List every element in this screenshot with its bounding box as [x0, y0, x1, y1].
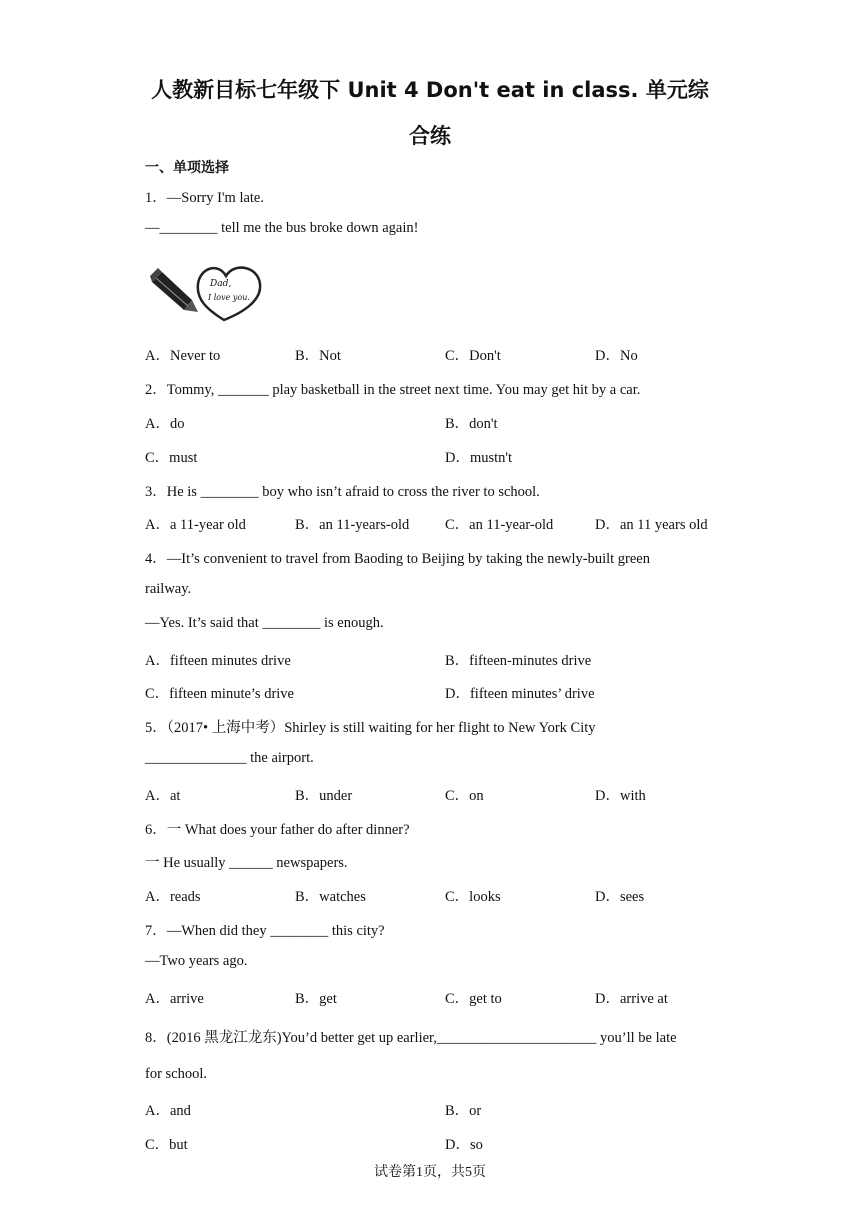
q5-option-c: C．on: [445, 788, 484, 804]
q1-option-b: B．Not: [295, 348, 341, 364]
question-8-stem: 8．(2016 黑龙江龙东)You’d better get up earlier,______________________ you’ll be late: [145, 1030, 677, 1046]
q1-option-a: A．Never to: [145, 348, 221, 364]
q1-option-c: C．Don't: [445, 348, 501, 364]
question-3-stem: 3．He is ________ boy who isn’t afraid to cross the river to school.: [145, 484, 540, 500]
q5-option-d: D．with: [595, 788, 646, 804]
q7-option-a: A．arrive: [145, 991, 204, 1007]
q5-option-b: B．under: [295, 788, 353, 804]
q5-option-a: A．at: [145, 788, 181, 804]
q6-option-d: D．sees: [595, 889, 645, 905]
q2-option-b: B．don't: [445, 416, 498, 432]
page-title-line-2: 合练: [409, 124, 451, 148]
page-footer: 试卷第1页，共5页: [374, 1165, 486, 1180]
page-title-line-1: 人教新目标七年级下 Unit 4 Don't eat in class. 单元综: [151, 78, 709, 102]
pencil-heart-illustration: [148, 260, 266, 324]
question-6-dialogue: 一 He usually ______ newspapers.: [145, 855, 348, 871]
question-1-dialogue: —________ tell me the bus broke down again!: [145, 220, 419, 236]
section-heading: 一、单项选择: [145, 160, 229, 176]
q4-option-b: B．fifteen-minutes drive: [445, 653, 592, 669]
heart-text-1: Dad,: [210, 279, 232, 289]
q3-option-b: B．an 11-years-old: [295, 517, 410, 533]
question-8-stem-cont: for school.: [145, 1066, 208, 1082]
q2-option-c: C．must: [145, 450, 198, 466]
q3-option-c: C．an 11-year-old: [445, 517, 554, 533]
question-7-stem: 7．—When did they ________ this city?: [145, 923, 385, 939]
question-5-stem: 5．（2017• 上海中考）Shirley is still waiting for her flight to New York City: [145, 720, 596, 736]
q2-option-a: A．do: [145, 416, 185, 432]
q4-option-c: C．fifteen minute’s drive: [145, 686, 294, 702]
q4-option-d: D．fifteen minutes’ drive: [445, 686, 595, 702]
q7-option-d: D．arrive at: [595, 991, 668, 1007]
question-4-stem-cont: railway.: [145, 581, 192, 597]
q8-option-c: C．but: [145, 1137, 188, 1153]
question-1-stem: 1．—Sorry I'm late.: [145, 190, 264, 206]
q6-option-c: C．looks: [445, 889, 501, 905]
q3-option-d: D．an 11 years old: [595, 517, 708, 533]
q1-option-d: D．No: [595, 348, 638, 364]
question-6-stem: 6．一 What does your father do after dinner?: [145, 822, 410, 838]
q2-option-d: D．mustn't: [445, 450, 513, 466]
question-7-dialogue: —Two years ago.: [145, 953, 248, 969]
q8-option-b: B．or: [445, 1103, 482, 1119]
pencil-icon: [150, 268, 198, 312]
q7-option-b: B．get: [295, 991, 337, 1007]
question-4-dialogue: —Yes. It’s said that ________ is enough.: [145, 615, 384, 631]
q8-option-a: A．and: [145, 1103, 191, 1119]
question-5-stem-cont: ______________ the airport.: [145, 750, 314, 766]
q6-option-a: A．reads: [145, 889, 201, 905]
question-2-stem: 2．Tommy, _______ play basketball in the street next time. You may get hit by a car.: [145, 382, 641, 398]
q6-option-b: B．watches: [295, 889, 366, 905]
q8-option-d: D．so: [445, 1137, 483, 1153]
q3-option-a: A．a 11-year old: [145, 517, 246, 533]
heart-text-2: I love you.: [208, 293, 250, 302]
question-4-stem: 4．—It’s convenient to travel from Baoding to Beijing by taking the newly-built green: [145, 551, 650, 567]
q7-option-c: C．get to: [445, 991, 502, 1007]
q4-option-a: A．fifteen minutes drive: [145, 653, 291, 669]
